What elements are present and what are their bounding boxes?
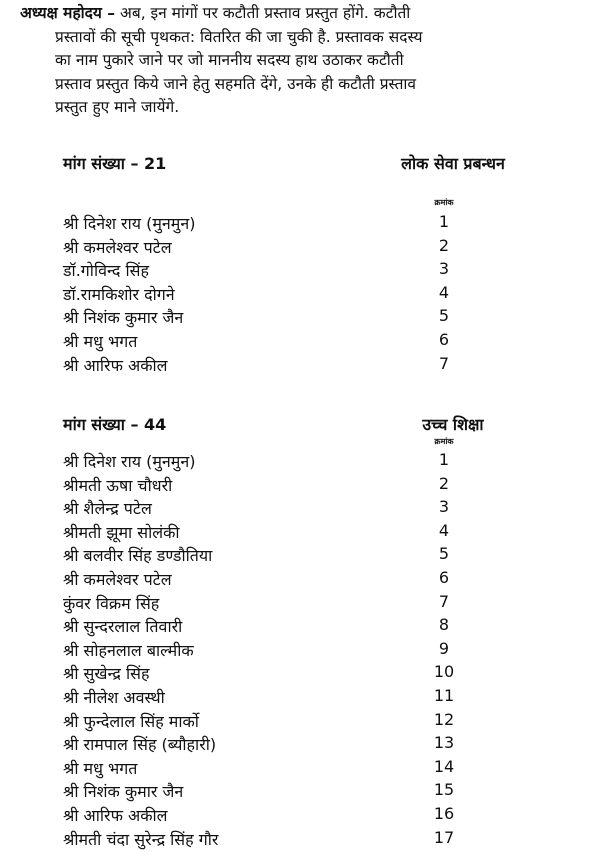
list-item (63, 519, 483, 543)
list-item (63, 304, 483, 328)
section-header-21 (63, 152, 543, 176)
list-item (63, 637, 483, 661)
list-item (63, 755, 483, 779)
serial-number: 12 (433, 709, 455, 729)
serial-number: 11 (433, 685, 455, 705)
paragraph-line-2: प्रस्तावों की सूची पृथकत: वितरित की जा चुकी है. प्रस्तावक सदस्य (55, 27, 423, 46)
list-item (63, 234, 483, 258)
list-item (63, 566, 483, 590)
serial-number: 6 (438, 329, 450, 349)
list-item (63, 613, 483, 637)
serial-column-label: क्रमांक (434, 437, 454, 446)
member-name: श्रीमती चंदा सुरेन्द्र सिंह गौर (63, 829, 219, 849)
list-item (63, 802, 483, 826)
member-list-44 (63, 448, 483, 849)
serial-number: 7 (438, 353, 450, 373)
serial-number: 3 (438, 259, 450, 279)
serial-number: 17 (433, 827, 455, 847)
list-item (63, 542, 483, 566)
paragraph-line-4: प्रस्ताव प्रस्तुत किये जाने हेतु सहमति देंगे, उनके ही कटौती प्रस्ताव (55, 74, 417, 93)
member-name: श्री आरिफ अकील (63, 355, 168, 375)
member-name: श्री सोहनलाल बाल्मीक (63, 640, 194, 660)
serial-number: 6 (438, 567, 450, 587)
paragraph-line-1 (20, 2, 576, 26)
serial-number: 16 (433, 803, 455, 823)
list-item (63, 826, 483, 850)
member-name: श्री शैलेन्द्र पटेल (63, 499, 152, 519)
list-item (63, 328, 483, 352)
serial-number: 8 (438, 615, 450, 635)
serial-number: 5 (438, 306, 450, 326)
member-name: श्री सुखेन्द्र सिंह (63, 664, 150, 684)
list-item (63, 731, 483, 755)
serial-number: 4 (438, 520, 450, 540)
department-name: लोक सेवा प्रबन्धन (401, 154, 505, 173)
list-item (63, 590, 483, 614)
member-name: कुंवर विक्रम सिंह (63, 593, 160, 613)
serial-number: 1 (438, 450, 450, 469)
serial-number: 4 (438, 282, 450, 302)
member-name: श्रीमती ऊषा चौधरी (63, 475, 173, 495)
list-item (63, 660, 483, 684)
serial-number: 2 (438, 235, 450, 255)
member-name: श्री दिनेश राय (मुनमुन) (63, 452, 196, 471)
member-name: श्री मधु भगत (63, 758, 138, 778)
member-name: श्री कमलेश्वर पटेल (63, 237, 172, 257)
member-name: श्री सुन्दरलाल तिवारी (63, 617, 183, 637)
serial-number: 9 (438, 638, 450, 658)
member-name: श्री फुन्देलाल सिंह मार्को (63, 711, 199, 731)
list-item (63, 472, 483, 496)
serial-number: 5 (438, 544, 450, 564)
serial-number: 7 (438, 591, 450, 611)
paragraph-line-5: प्रस्तुत हुए माने जायेंगे. (55, 98, 180, 116)
list-item (63, 708, 483, 732)
list-item (63, 210, 483, 234)
serial-number: 14 (433, 756, 455, 776)
speaker-label: अध्यक्ष महोदय – (20, 4, 116, 22)
paragraph-line-3: का नाम पुकारे जाने पर जो माननीय सदस्य हाथ उठाकर कटौती (55, 51, 404, 69)
list-item (63, 352, 483, 376)
member-name: श्रीमती झूमा सोलंकी (63, 522, 180, 542)
member-name: श्री निशंक कुमार जैन (63, 782, 184, 802)
list-item (63, 257, 483, 281)
member-name: डॉ.रामकिशोर दोगने (63, 284, 175, 304)
department-name: उच्च शिक्षा (422, 415, 484, 434)
serial-column-label: क्रमांक (434, 198, 454, 207)
serial-number: 10 (433, 662, 455, 682)
member-name: डॉ.गोविन्द सिंह (63, 261, 149, 281)
paragraph-text-1: अब, इन मांगों पर कटौती प्रस्ताव प्रस्तुत होंगे. कटौती (120, 4, 411, 22)
member-name: श्री निशंक कुमार जैन (63, 308, 184, 328)
serial-number: 15 (433, 780, 455, 800)
member-name: श्री बलवीर सिंह डण्डौतिया (63, 546, 213, 566)
member-name: श्री नीलेश अवस्थी (63, 687, 165, 707)
member-name: श्री कमलेश्वर पटेल (63, 569, 172, 589)
member-name: श्री दिनेश राय (मुनमुन) (63, 214, 196, 233)
member-name: श्री आरिफ अकील (63, 805, 168, 825)
serial-number: 2 (438, 473, 450, 493)
speaker-paragraph (20, 2, 576, 120)
serial-number: 13 (433, 733, 455, 753)
demand-number: मांग संख्या – 21 (63, 154, 167, 173)
member-list-21 (63, 210, 483, 375)
member-name: श्री रामपाल सिंह (ब्यौहारी) (63, 735, 217, 755)
list-item (63, 281, 483, 305)
list-item (63, 684, 483, 708)
list-item (63, 778, 483, 802)
member-name: श्री मधु भगत (63, 331, 138, 351)
serial-number: 1 (438, 212, 450, 231)
list-item (63, 448, 483, 472)
section-header-44 (63, 413, 543, 437)
list-item (63, 495, 483, 519)
serial-number: 3 (438, 497, 450, 517)
demand-number: मांग संख्या – 44 (63, 415, 167, 434)
